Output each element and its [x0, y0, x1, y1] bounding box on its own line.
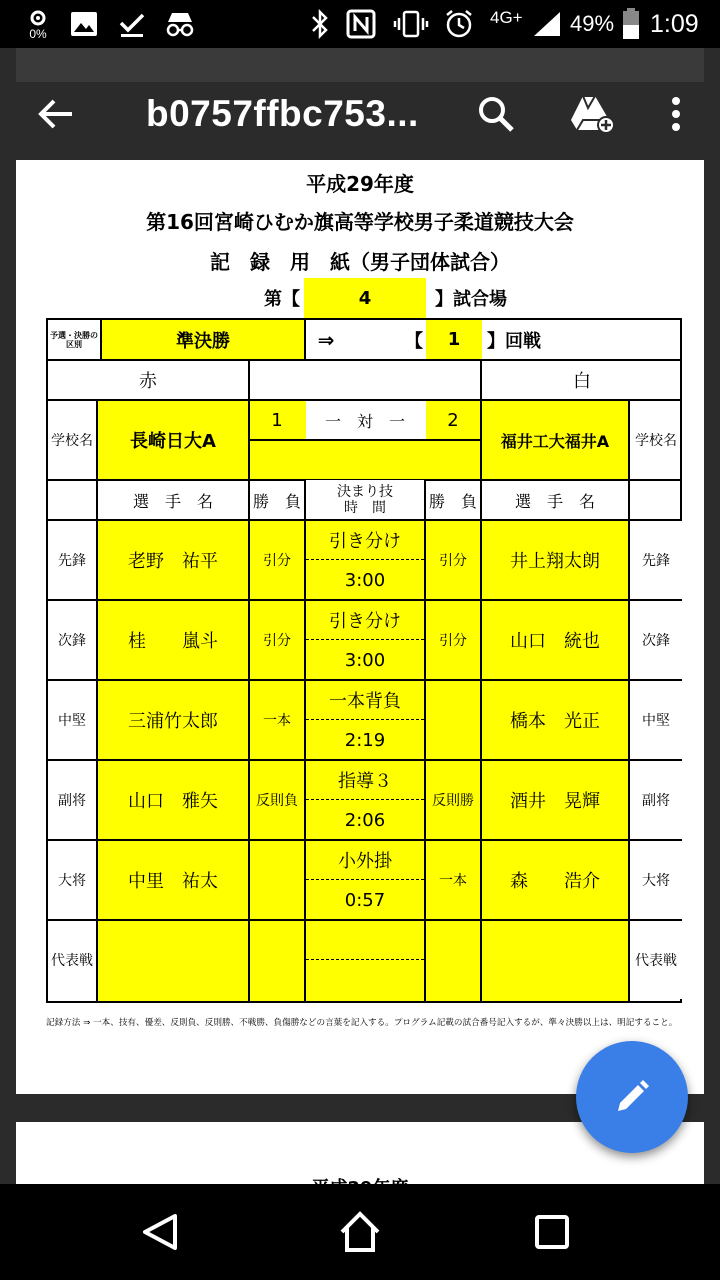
- bout-white-result: 一本: [439, 873, 467, 889]
- round-bracket-open: 【: [405, 330, 423, 352]
- white-result-header: 勝 負: [428, 491, 477, 511]
- more-vert-icon: [670, 96, 682, 132]
- bout-position-white: 副将: [630, 761, 682, 839]
- bout-position-white: 次鋒: [630, 601, 682, 679]
- bout-position-red: 先鋒: [48, 521, 96, 599]
- round-row: [46, 318, 682, 359]
- round-type-label: 予選・決勝の区別: [50, 330, 98, 349]
- bout-red-player: 老野 祐平: [128, 551, 218, 572]
- bout-position-white: 中堅: [630, 681, 682, 759]
- network-type: 4G+: [490, 8, 523, 27]
- data-usage-text: 0%: [29, 27, 47, 41]
- bout-white-result: [426, 921, 480, 999]
- battery-percent: 49%: [570, 11, 615, 36]
- app-bar: [0, 48, 720, 160]
- overflow-menu-button[interactable]: [646, 84, 706, 144]
- bout-white-result: 引分: [439, 553, 467, 569]
- bout-position-red: 大将: [48, 841, 96, 919]
- bout-time: [306, 961, 424, 999]
- red-school-label: 学校名: [51, 433, 93, 449]
- battery-icon: [622, 0, 640, 48]
- bout-red-player: 中里 祐太: [128, 871, 218, 892]
- bout-white-result: 反則勝: [432, 793, 474, 809]
- round-type-value: 準決勝: [102, 320, 304, 359]
- bout-position-white: 代表戦: [630, 921, 682, 999]
- add-to-drive-button[interactable]: [562, 84, 622, 144]
- bout-red-player: 桂 嵐斗: [128, 631, 218, 652]
- round-arrow: ⇒: [317, 327, 335, 352]
- google-drive-add-icon: [569, 94, 615, 134]
- app-bar-stripe: [16, 48, 704, 82]
- incognito-icon: [164, 0, 196, 48]
- document-title: b0757ffbc753...: [146, 93, 419, 134]
- bout-time: 3:00: [344, 649, 386, 671]
- data-saver-indicator: [22, 0, 54, 48]
- bout-white-player: 井上翔太朗: [510, 551, 600, 572]
- clock: 1:09: [650, 9, 699, 38]
- bout-red-player: 三浦竹太郎: [128, 711, 218, 732]
- bout-white-result: [426, 681, 480, 759]
- form-title: 記 録 用 紙（男子団体試合）: [210, 250, 510, 274]
- bout-white-player: 森 浩介: [510, 871, 600, 892]
- bout-technique: 一本背負: [329, 691, 401, 712]
- bout-technique: 引き分け: [329, 611, 401, 632]
- search-icon: [476, 94, 516, 134]
- bout-time: 2:19: [344, 729, 386, 751]
- bout-red-result: 引分: [263, 633, 291, 649]
- image-icon: [70, 0, 98, 48]
- bout-time: 3:00: [344, 569, 386, 591]
- red-school-name: 長崎日大A: [130, 431, 216, 452]
- download-done-icon: [118, 0, 146, 48]
- bout-white-player: [482, 921, 628, 999]
- bluetooth-icon: [310, 0, 330, 48]
- bout-technique: 引き分け: [329, 531, 401, 552]
- white-team-score: 2: [447, 409, 459, 431]
- bout-technique: 小外掛: [338, 851, 392, 872]
- pencil-edit-icon: [612, 1077, 652, 1117]
- event-title: 第16回宮崎ひむか旗高等学校男子柔道競技大会: [146, 210, 574, 234]
- results-table: [46, 359, 682, 1003]
- white-school-label: 学校名: [635, 433, 677, 449]
- vibrate-icon: [394, 0, 428, 48]
- bout-red-result: [250, 921, 304, 999]
- venue-number: 4: [304, 278, 426, 318]
- bout-position-white: 大将: [630, 841, 682, 919]
- recording-note: 記録方法 ⇒ 一本、技有、優差、反則負、反則勝、不戦勝、負傷勝などの言葉を記入する。プログラム記載の試合番号記入するが、準々決勝以上は、明記すること。: [46, 1018, 678, 1028]
- bout-white-result: 引分: [439, 633, 467, 649]
- white-school-name: 福井工大福井A: [500, 431, 610, 451]
- bout-position-red: 副将: [48, 761, 96, 839]
- nfc-icon: [346, 0, 376, 48]
- venue-suffix: 】試合場: [435, 289, 507, 310]
- bout-white-player: 橋本 光正: [510, 711, 600, 732]
- bout-position-white: 先鋒: [630, 521, 682, 599]
- bout-red-player: [98, 921, 248, 999]
- bout-position-red: 次鋒: [48, 601, 96, 679]
- bout-position-red: 代表戦: [48, 921, 96, 999]
- time-header: 時 間: [344, 500, 386, 516]
- bout-time: 0:57: [344, 889, 386, 911]
- back-button[interactable]: [26, 84, 86, 144]
- nav-back-button[interactable]: [130, 1202, 190, 1262]
- round-suffix: 】回戦: [487, 330, 541, 352]
- alarm-icon: [444, 0, 474, 48]
- edit-fab-button[interactable]: [576, 1041, 688, 1153]
- white-side-label: 白: [573, 371, 591, 392]
- bout-time: 2:06: [344, 809, 386, 831]
- document-page: [16, 160, 704, 1094]
- versus-text: 一 対 一: [306, 401, 424, 439]
- nav-recents-button[interactable]: [522, 1202, 582, 1262]
- bout-position-red: 中堅: [48, 681, 96, 759]
- venue-prefix: 第【: [264, 289, 300, 310]
- round-number: 1: [426, 320, 482, 359]
- white-player-header: 選 手 名: [514, 491, 595, 511]
- arrow-left-icon: [38, 98, 74, 130]
- home-icon: [338, 1210, 382, 1254]
- red-side-label: 赤: [139, 371, 157, 392]
- bout-red-result: [250, 841, 304, 919]
- bout-red-player: 山口 雅矢: [128, 791, 218, 812]
- bout-red-result: 反則負: [256, 793, 298, 809]
- status-bar: [0, 0, 720, 48]
- bout-technique: 指導３: [338, 771, 392, 792]
- bout-technique: [306, 921, 424, 959]
- red-player-header: 選 手 名: [132, 491, 213, 511]
- red-team-score: 1: [271, 409, 283, 431]
- red-result-header: 勝 負: [252, 491, 301, 511]
- technique-header: 決まり技: [337, 484, 393, 500]
- square-recents-icon: [534, 1214, 570, 1250]
- technique-time-header: [306, 481, 424, 519]
- triangle-back-icon: [141, 1212, 179, 1252]
- gear-icon: [27, 8, 49, 28]
- nav-home-button[interactable]: [330, 1202, 390, 1262]
- document-year: 平成29年度: [306, 172, 414, 196]
- search-button[interactable]: [466, 84, 526, 144]
- bout-white-player: 山口 統也: [510, 631, 600, 652]
- bout-red-result: 引分: [263, 553, 291, 569]
- navigation-bar: [0, 1184, 720, 1280]
- bout-white-player: 酒井 晃輝: [510, 791, 600, 812]
- signal-icon: [532, 0, 562, 48]
- bout-red-result: 一本: [263, 713, 291, 729]
